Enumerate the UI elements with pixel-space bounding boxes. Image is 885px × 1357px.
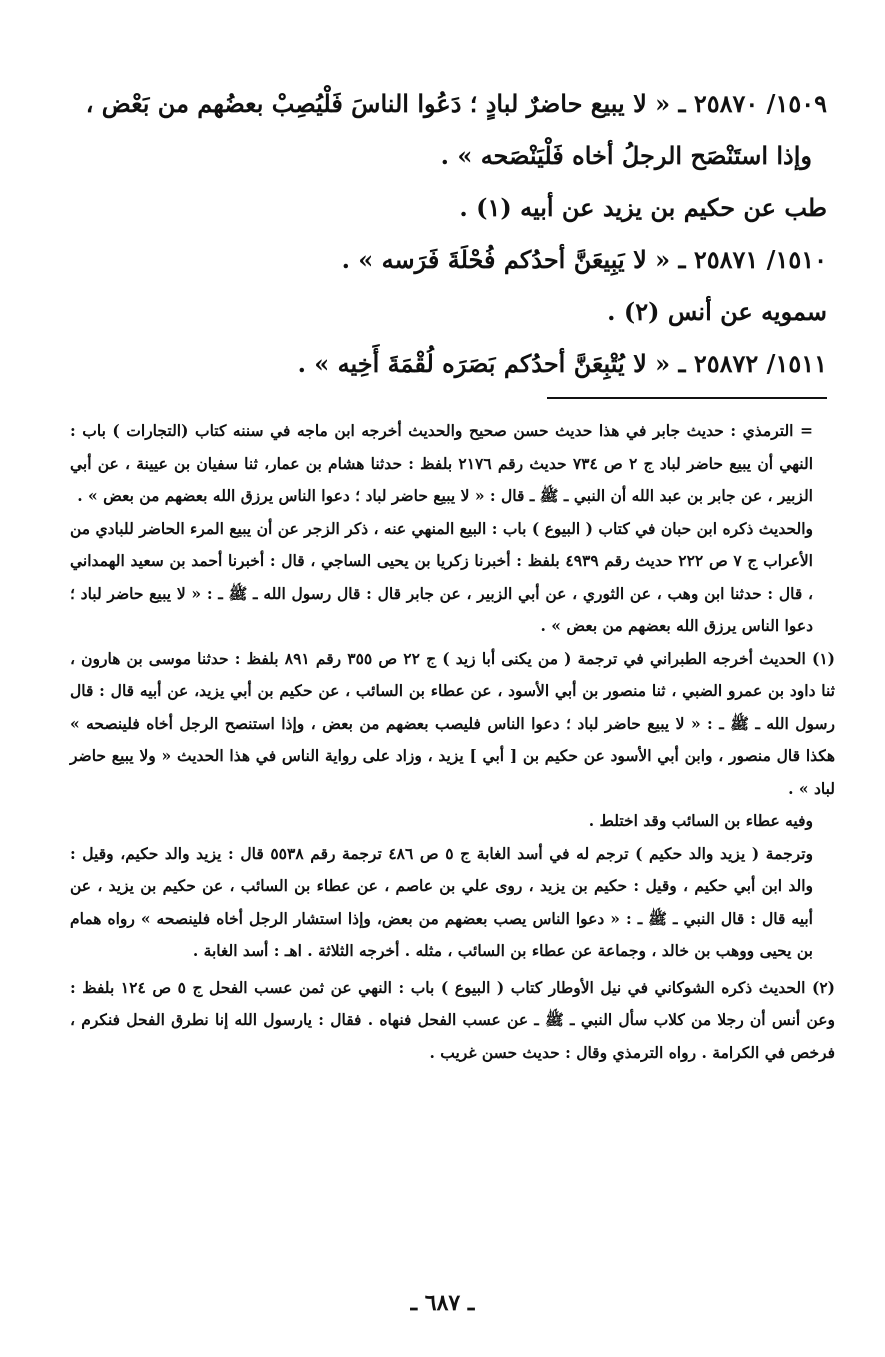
footnote-1-biography: وترجمة ( يزيد والد حكيم ) ترجم له في أسد الغابة ج ٥ ص ٤٨٦ ترجمة رقم ٥٥٣٨ قال : يزيد والد حكيم، وقيل : والد ابن أبي حكيم ، وقيل : حكيم بن يزيد ، روى علي بن عاصم ، عن عطاء بن السائب ، عن حكيم بن يزيد ، عن أبيه قال : قال النبي ـ ﷺ ـ : « دعوا الناس يصب بعضهم من بعض، وإذا استشار الرجل أخاه فلينصحه » رواه همام بن يحيى ووهب بن خالد ، وجماعة عن عطاء بن السائب ، مثله . أخرجه الثلاثة . اهـ : أسد الغابة . [70, 843, 813, 960]
hadith-1509-line-1: ١٥٠٩/ ٢٥٨٧٠ ـ « لا يبيع حاضرٌ لبادٍ ؛ دَعُوا الناسَ فَلْيُصِبْ بعضُهم من بَعْض ، [85, 89, 827, 118]
footnote-1: (١) الحديث أخرجه الطبراني في ترجمة ( من يكنى أبا زيد ) ج ٢٢ ص ٣٥٥ رقم ٨٩١ بلفظ : حدثنا موسى بن هارون ، ثنا داود بن عمرو الضبي ، ثنا منصور بن أبي الأسود ، عن عطاء بن السائب ، عن حكيم بن أبي يزيد، عن أبيه قال : قال رسول الله ـ ﷺ ـ : « لا يبيع حاضر لباد ؛ دعوا الناس فليصب بعضهم من بعض ، وإذا استنصح الرجل أخاه فلينصحه » هكذا قال منصور ، وابن أبي الأسود عن حكيم بن [ أبي ] يزيد ، وزاد على رواية الناس في هذا الحديث « ولا يبيع حاضر لباد » . [70, 648, 835, 798]
footnote-2: (٢) الحديث ذكره الشوكاني في نيل الأوطار كتاب ( البيوع ) باب : النهي عن ثمن عسب الفحل ج ٥ ص ١٢٤ بلفظ : وعن أنس أن رجلا من كلاب سأل النبي ـ ﷺ ـ عن عسب الفحل فنهاه . فقال : يارسول الله إنا نطرق الفحل فنكرم ، فرخص في الكرامة . رواه الترمذي وقال : حديث حسن غريب . [70, 977, 835, 1062]
footnotes [70, 415, 835, 1069]
footnote-ibn-hibban: والحديث ذكره ابن حبان في كتاب ( البيوع ) باب : البيع المنهي عنه ، ذكر الزجر عن أن يبيع المرء الحاضر للبادي من الأعراب ج ٧ ص ٢٢٢ حديث رقم ٤٩٣٩ بلفظ : أخبرنا زكريا بن يحيى الساجي ، قال : أخبرنا أحمد بن سعيد الهمداني ، قال : حدثنا ابن وهب ، عن الثوري ، عن أبي الزبير ، عن جابر قال : قال رسول الله ـ ﷺ ـ : « لا يبيع حاضر لباد ؛ دعوا الناس يرزق الله بعضهم من بعض » . [70, 518, 813, 635]
hadith-1511: ١٥١١/ ٢٥٨٧٢ ـ « لا يُتْبِعَنَّ أحدُكم بَصَرَه لُقْمَةَ أَخِيه » . [297, 349, 827, 378]
main-hadith-text [55, 78, 827, 390]
footnote-separator [547, 397, 827, 399]
footnote-1-note: وفيه عطاء بن السائب وقد اختلط . [588, 811, 813, 830]
footnote-continuation: = الترمذي : حديث جابر في هذا حديث حسن صحيح والحديث أخرجه ابن ماجه في سننه كتاب (التجارات ) باب : النهي أن يبيع حاضر لباد ج ٢ ص ٧٣٤ حديث رقم ٢١٧٦ بلفظ : حدثنا هشام بن عمار، ثنا سفيان بن عيينة ، عن أبي الزبير ، عن جابر بن عبد الله أن النبي ـ ﷺ ـ قال : « لا يبيع حاضر لباد ؛ دعوا الناس يرزق الله بعضهم من بعض » . [70, 421, 813, 505]
hadith-1510: ١٥١٠/ ٢٥٨٧١ ـ « لا يَبِيعَنَّ أحدُكم فُحْلَةَ فَرَسه » . [341, 245, 827, 274]
hadith-1509-line-2: وإذا استَنْصَح الرجلُ أخاه فَلْيَنْصَحه » . [440, 141, 812, 170]
hadith-1510-source: سمويه عن أنس (٢) . [607, 297, 827, 326]
hadith-1509-source: طب عن حكيم بن يزيد عن أبيه (١) . [459, 193, 827, 222]
page-number: ـ ٦٨٧ ـ [410, 1290, 475, 1316]
